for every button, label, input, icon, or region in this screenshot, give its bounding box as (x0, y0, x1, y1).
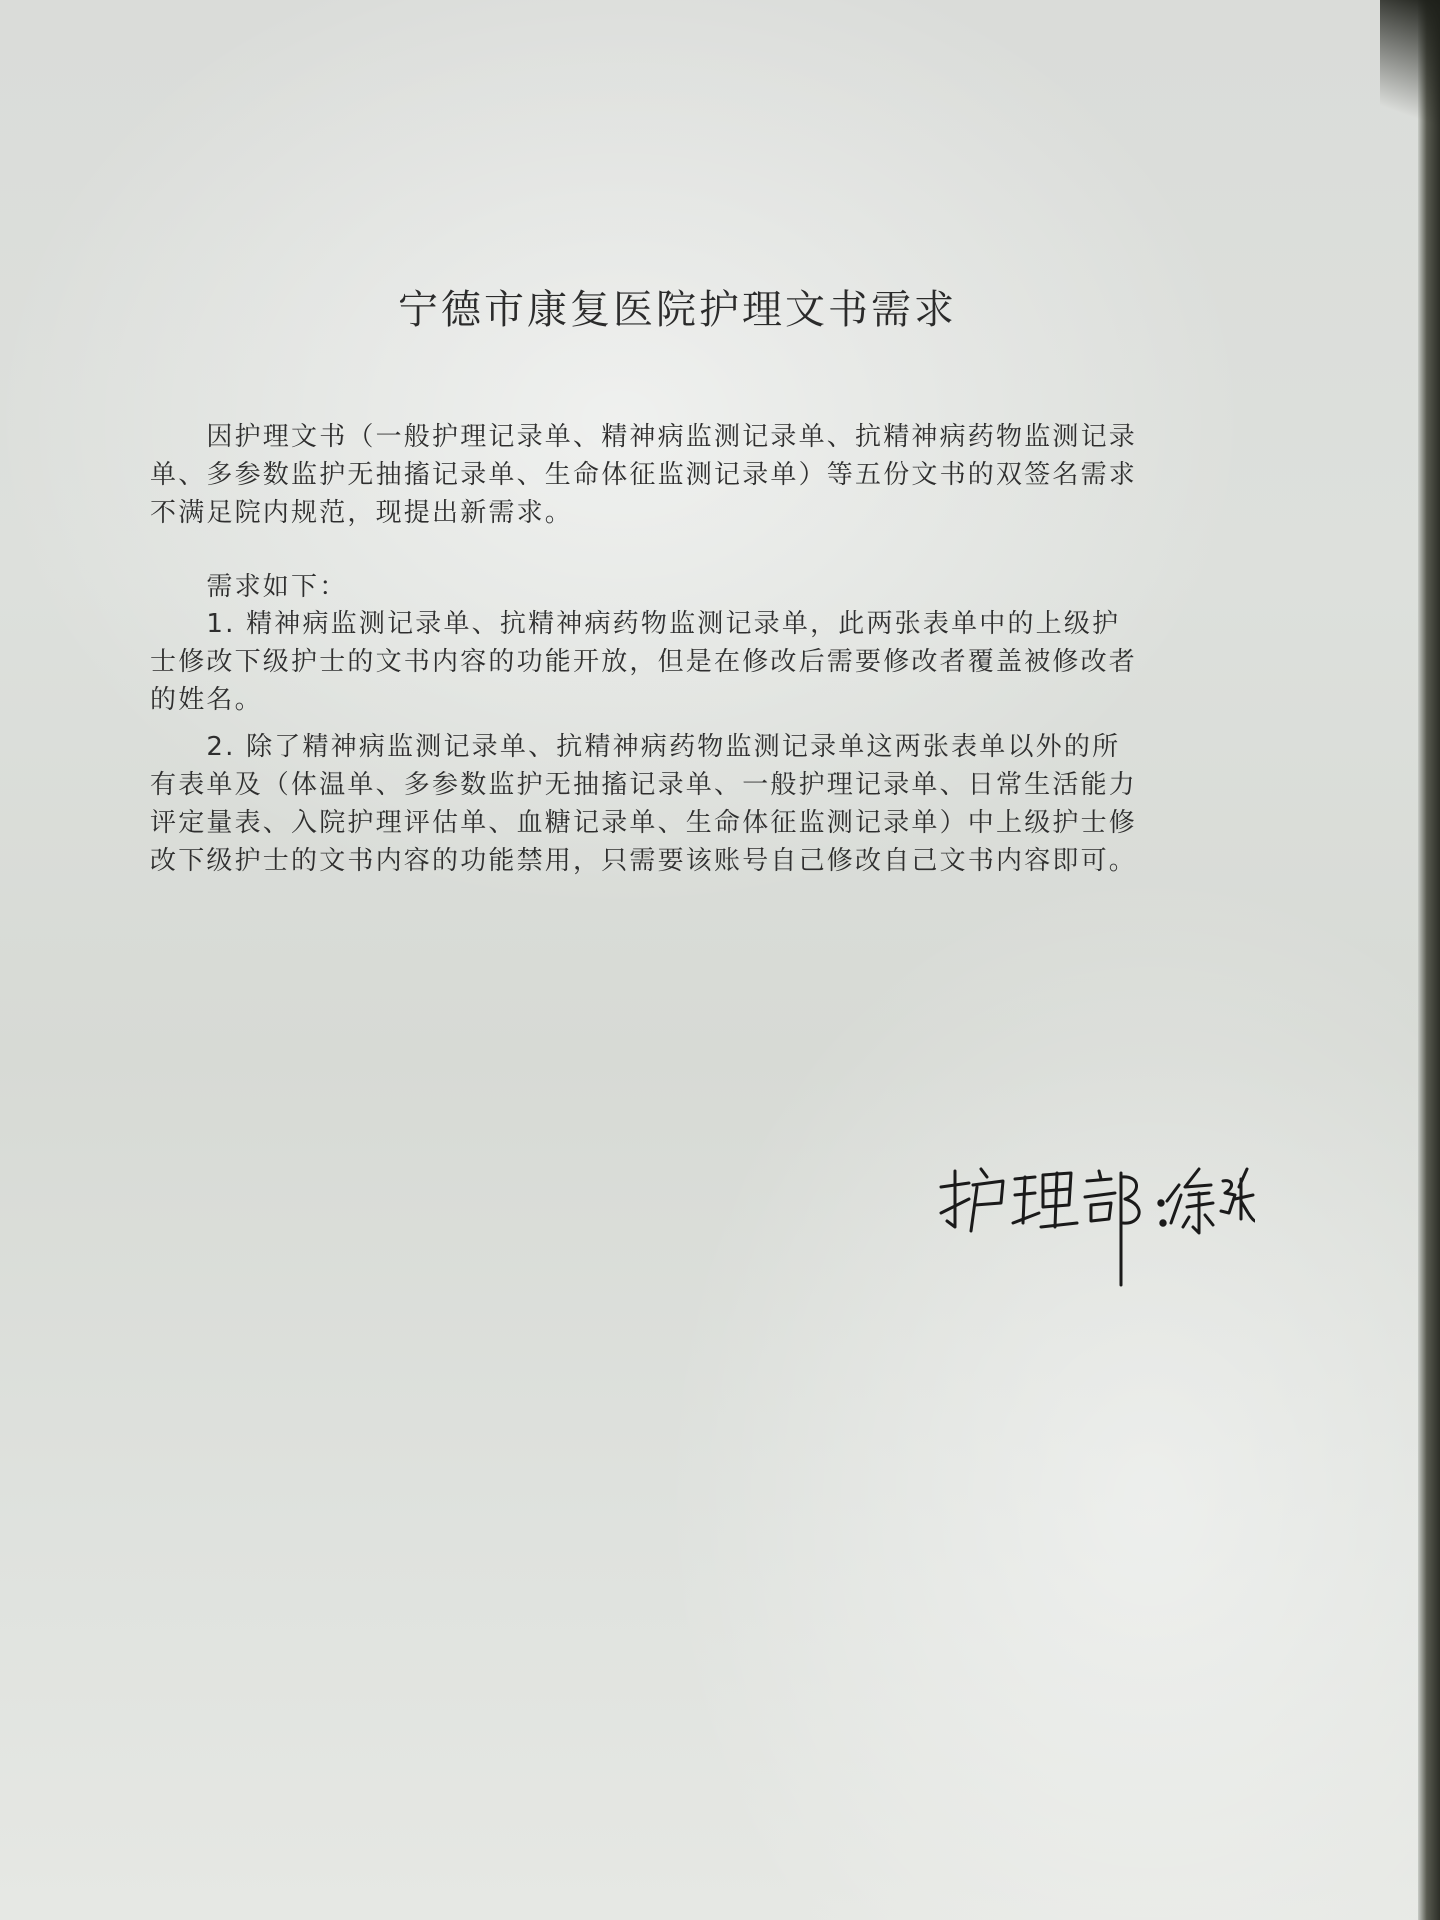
requirement-item-1 (150, 605, 1137, 719)
handwritten-signature (935, 1165, 1255, 1295)
item2-line-4: 改下级护士的文书内容的功能禁用，只需要该账号自己修改自己文书内容即可。 (150, 846, 1138, 876)
page-edge-shadow (1418, 0, 1440, 1920)
requirements-heading-text: 需求如下： (150, 572, 348, 602)
requirements-heading (150, 568, 347, 606)
item2-line-1: 2. 除了精神病监测记录单、抗精神病药物监测记录单这两张表单以外的所 (150, 732, 1121, 762)
item2-line-3: 评定量表、入院护理评估单、血糖记录单、生命体征监测记录单）中上级护士修 (150, 808, 1138, 838)
item1-line-2: 士修改下级护士的文书内容的功能开放，但是在修改后需要修改者覆盖被修改者 (150, 647, 1138, 677)
page-corner-shadow (1380, 0, 1440, 160)
item1-line-3: 的姓名。 (150, 685, 263, 715)
intro-line-1: 因护理文书（一般护理记录单、精神病监测记录单、抗精神病药物监测记录 (150, 422, 1138, 452)
item1-line-1: 1. 精神病监测记录单、抗精神病药物监测记录单，此两张表单中的上级护 (150, 609, 1121, 639)
requirement-item-2 (150, 728, 1137, 880)
intro-line-2: 单、多参数监护无抽搐记录单、生命体征监测记录单）等五份文书的双签名需求 (150, 460, 1138, 490)
intro-paragraph (150, 418, 1137, 532)
document-title: 宁德市康复医院护理文书需求 (398, 287, 957, 333)
item2-line-2: 有表单及（体温单、多参数监护无抽搐记录单、一般护理记录单、日常生活能力 (150, 770, 1138, 800)
intro-line-3: 不满足院内规范，现提出新需求。 (150, 498, 574, 528)
